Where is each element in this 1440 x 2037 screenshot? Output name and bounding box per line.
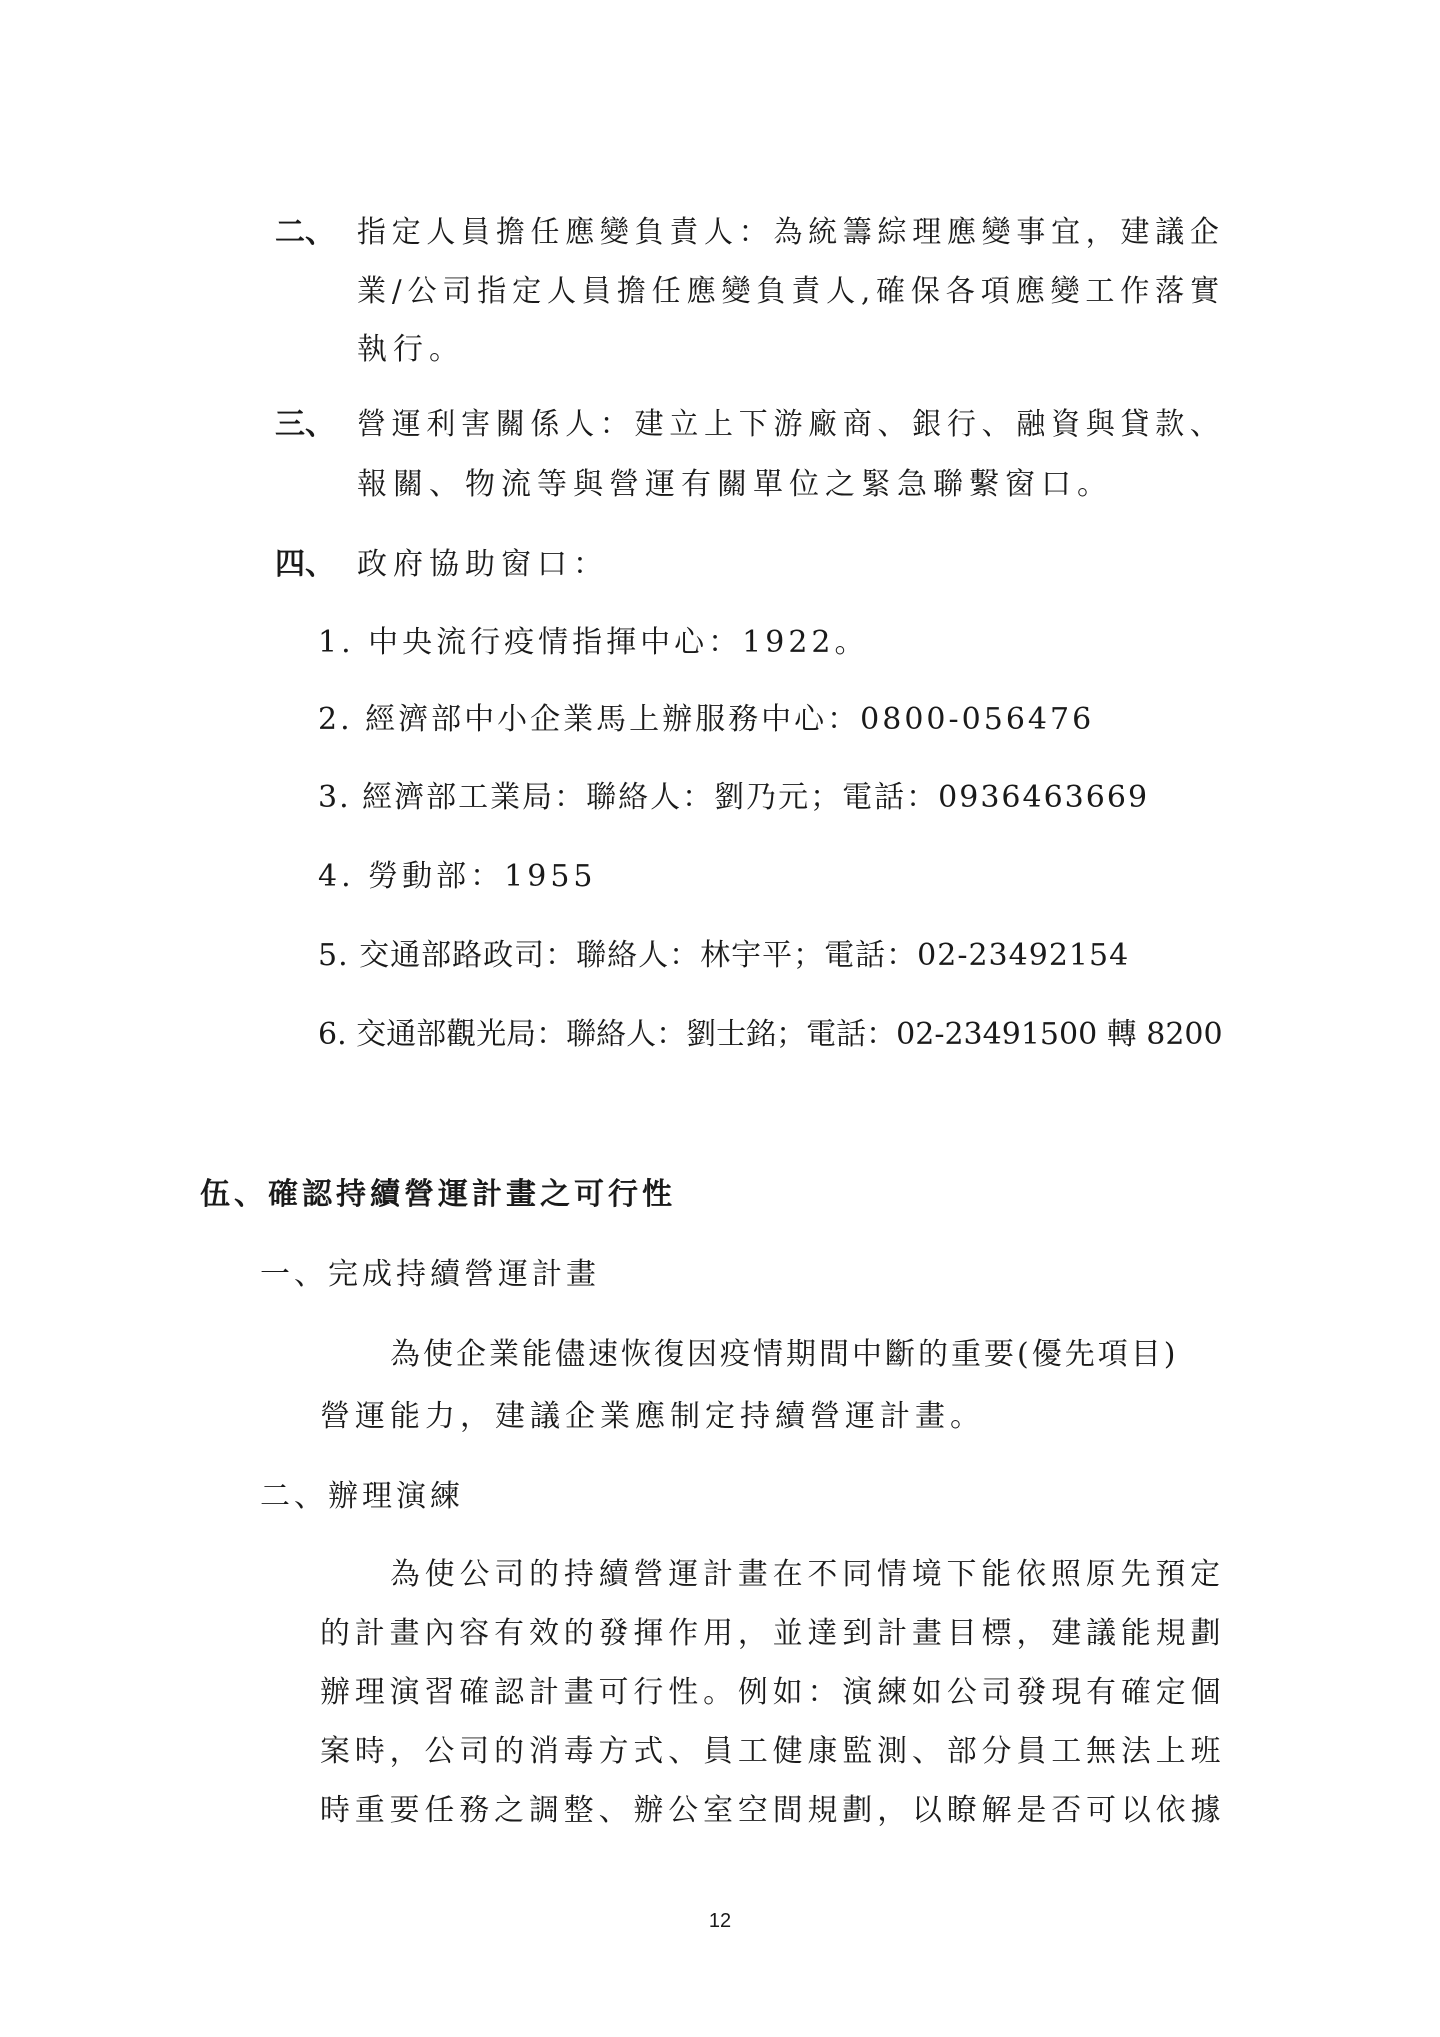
contact-item: 5. 交通部路政司：聯絡人：林宇平；電話：02-23492154 <box>318 938 1130 973</box>
chapter5-sub1-title: 一、完成持續營運計畫 <box>260 1257 600 1292</box>
chapter5-sub1-line-1: 為使企業能儘速恢復因疫情期間中斷的重要(優先項目) <box>390 1337 1179 1372</box>
contact-item: 4. 勞動部：1955 <box>318 859 597 894</box>
chapter5-sub2-line-4: 案時，公司的消毒方式、員工健康監測、部分員工無法上班 <box>320 1734 1226 1769</box>
item3-marker: 三、 <box>275 407 335 442</box>
item4-title: 政府協助窗口： <box>357 547 609 582</box>
chapter5-sub2-line-3: 辦理演習確認計畫可行性。例如：演練如公司發現有確定個 <box>320 1675 1226 1710</box>
chapter5-sub2-line-5: 時重要任務之調整、辦公室空間規劃，以瞭解是否可以依據 <box>320 1793 1226 1828</box>
item2-line-3: 執行。 <box>357 332 465 367</box>
item2-line-1: 指定人員擔任應變負責人：為統籌綜理應變事宜，建議企 <box>357 215 1225 250</box>
chapter5-sub2-title: 二、辦理演練 <box>260 1479 464 1514</box>
chapter5-sub1-line-2: 營運能力，建議企業應制定持續營運計畫。 <box>320 1399 985 1434</box>
contact-item: 3. 經濟部工業局：聯絡人：劉乃元；電話：0936463669 <box>318 780 1150 815</box>
contact-item: 2. 經濟部中小企業馬上辦服務中心：0800-056476 <box>318 702 1095 737</box>
chapter5-heading: 伍、確認持續營運計畫之可行性 <box>200 1177 676 1212</box>
item2-line-2: 業/公司指定人員擔任應變負責人,確保各項應變工作落實 <box>357 274 1225 309</box>
contact-item: 6. 交通部觀光局：聯絡人：劉士銘；電話：02-23491500 轉 8200 <box>318 1017 1223 1052</box>
item3-line-2: 報關、物流等與營運有關單位之緊急聯繫窗口。 <box>357 467 1113 502</box>
item3-line-1: 營運利害關係人：建立上下游廠商、銀行、融資與貸款、 <box>357 407 1225 442</box>
page-number: 12 <box>708 1910 732 1932</box>
contact-item: 1. 中央流行疫情指揮中心：1922。 <box>318 625 869 660</box>
chapter5-sub2-line-1: 為使公司的持續營運計畫在不同情境下能依照原先預定 <box>390 1557 1225 1592</box>
item2-marker: 二、 <box>275 215 335 250</box>
chapter5-sub2-line-2: 的計畫內容有效的發揮作用，並達到計畫目標，建議能規劃 <box>320 1616 1226 1651</box>
item4-marker: 四、 <box>275 547 335 582</box>
